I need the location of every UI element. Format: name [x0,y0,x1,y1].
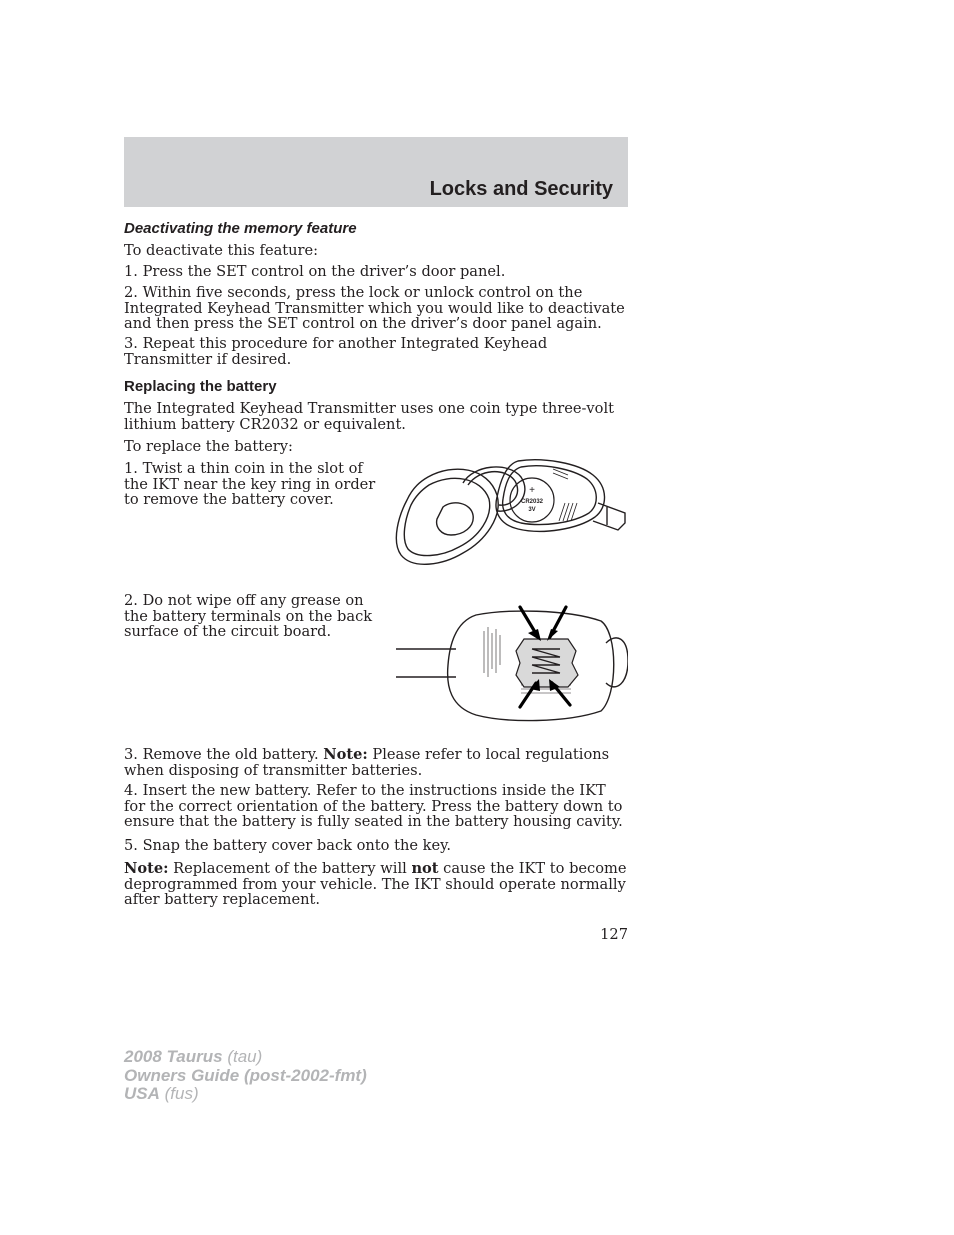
footer-market: USA [124,1084,160,1103]
deactivate-intro: To deactivate this feature: [124,242,319,259]
battery-step-2: 2. Do not wipe off any grease on the battery terminals on the back surface of the circuit board. [124,592,373,641]
heading-deactivating: Deactivating the memory feature [124,220,357,237]
battery-step-4: 4. Insert the new battery. Refer to the instructions inside the IKT for the correct orientation of the battery. Press the battery down to ensure that the battery is fully seated in the battery housing cavity. [124,782,623,831]
document-footer [124,1048,367,1104]
footer-model: 2008 Taurus [124,1047,223,1066]
section-header-band [124,137,628,207]
battery-replacement-note [124,861,628,908]
deactivate-step-2: 2. Within five seconds, press the lock or unlock control on the Integrated Keyhead Transmitter which you would like to deactivate and then press the SET control on the driver’s door panel again. [124,284,625,333]
battery-label-voltage: 3V [528,507,536,513]
deactivate-step-3: 3. Repeat this procedure for another Integrated Keyhead Transmitter if desired. [124,335,548,368]
battery-step-5: 5. Snap the battery cover back onto the key. [124,837,452,854]
battery-intro: The Integrated Keyhead Transmitter uses one coin type three-volt lithium battery CR2032 or equivalent. [124,400,614,433]
footer-market-code: (fus) [159,1084,199,1103]
heading-replacing-battery: Replacing the battery [124,378,277,395]
deactivate-step-1: 1. Press the SET control on the driver’s door panel. [124,263,506,280]
battery-step-3-note-label: Note: [323,746,368,763]
circuit-board-terminals-illustration [396,603,628,725]
page-number: 127 [600,926,628,943]
note-not: not [411,860,439,877]
battery-step-3-note: Please refer to local regulations when disposing of transmitter batteries. [124,746,610,779]
key-battery-cover-illustration [393,455,628,573]
battery-label-model: CR2032 [520,499,544,505]
battery-step-3 [124,747,628,778]
footer-model-code: (tau) [222,1047,263,1066]
battery-step-3-text: 3. Remove the old battery. [124,746,324,763]
note-text-b: cause the IKT to become deprogrammed from your vehicle. The IKT should operate normally after battery replacement. [124,860,627,909]
battery-replace-intro: To replace the battery: [124,438,293,455]
battery-step-1: 1. Twist a thin coin in the slot of the IKT near the key ring in order to remove the battery cover. [124,460,376,509]
section-title: Locks and Security [429,178,613,200]
footer-guide: Owners Guide (post-2002-fmt) [124,1065,367,1085]
battery-plus-sign: + [529,485,535,496]
note-text-a: Replacement of the battery will [168,860,412,877]
note-label: Note: [124,860,169,877]
